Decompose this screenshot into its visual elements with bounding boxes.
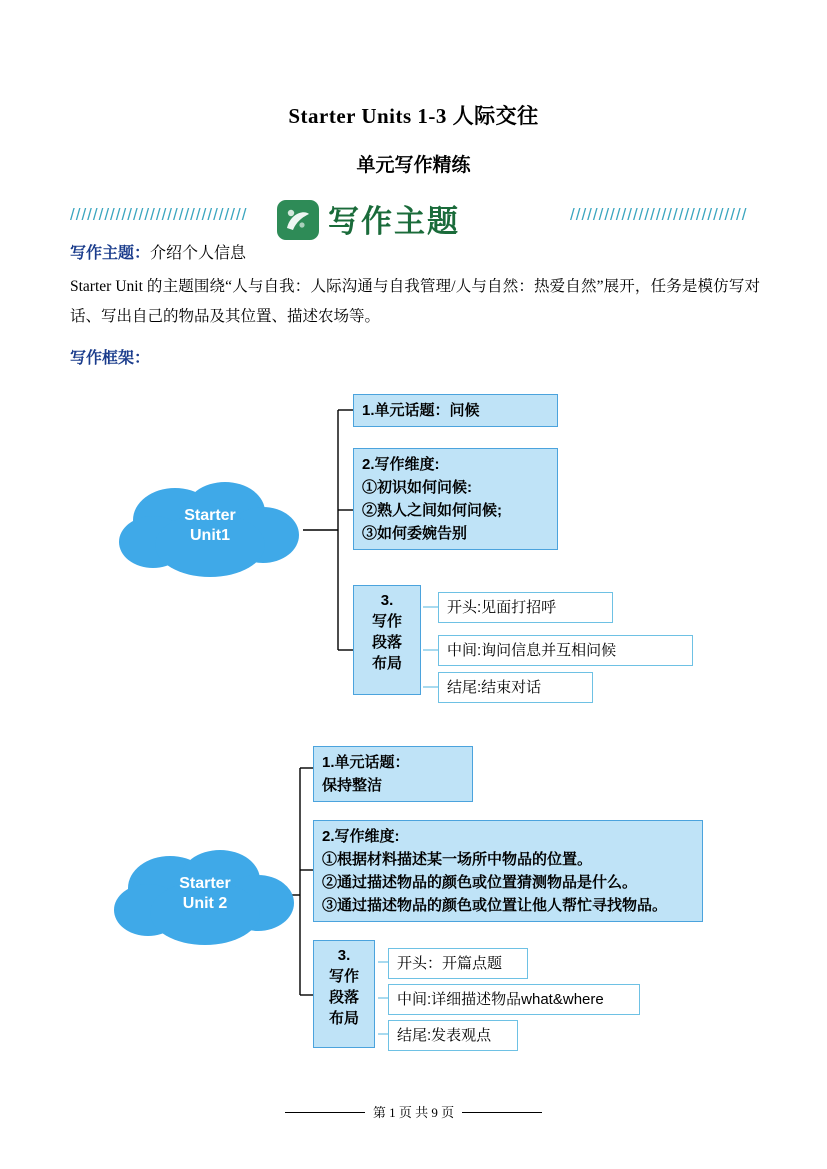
- node-unit1-layout-end: 结尾:结束对话: [438, 672, 593, 703]
- node-unit1-dimensions: [353, 448, 558, 550]
- node-unit2-layout-label: [313, 940, 375, 1048]
- page-footer: [0, 1102, 827, 1121]
- cloud-label-unit1: Starter Unit1: [184, 507, 236, 544]
- dimension-line: ①初识如何问候:: [362, 479, 472, 496]
- node-unit2-dimensions: [313, 820, 703, 922]
- mindmap-unit2: [110, 740, 750, 1060]
- node-unit2-topic: [313, 746, 473, 802]
- theme-row: [70, 240, 246, 263]
- dimension-line: 2.写作维度:: [362, 456, 440, 473]
- page-subtitle: 单元写作精练: [356, 155, 471, 176]
- node-unit2-layout-start: 开头：开篇点题: [388, 948, 528, 979]
- layout-label-line: 写作: [371, 613, 402, 630]
- banner-slash-left: ///////////////////////////////: [70, 206, 248, 224]
- layout-label-line: 3.: [380, 592, 394, 609]
- layout-label-line: 段落: [328, 989, 359, 1006]
- node-unit1-topic: 1.单元话题：问候: [353, 394, 558, 427]
- theme-value: 介绍个人信息: [150, 245, 247, 262]
- node-unit1-layout-label: [353, 585, 421, 695]
- footer-rule-right: [462, 1112, 542, 1113]
- node-unit2-layout-middle: 中间:详细描述物品what&where: [388, 984, 640, 1015]
- dimension-line: ①根据材料描述某一场所中物品的位置。: [322, 851, 593, 868]
- page-title: Starter Units 1-3 人际交往: [288, 104, 539, 128]
- layout-label-line: 布局: [328, 1010, 359, 1027]
- dimension-line: ③通过描述物品的颜色或位置让他人帮忙寻找物品。: [322, 897, 668, 914]
- cloud-unit1: [115, 480, 305, 580]
- frame-row: [70, 345, 150, 368]
- footer-rule-left: [285, 1112, 365, 1113]
- mindmap-unit1: [110, 380, 730, 700]
- dimension-line: ②熟人之间如何问候;: [362, 502, 502, 519]
- cloud-unit2: [110, 848, 300, 948]
- layout-label-line: 布局: [371, 655, 402, 672]
- green-brush-badge-icon: [275, 198, 321, 242]
- cloud-label-unit2: Starter Unit 2: [179, 875, 231, 912]
- intro-paragraph: Starter Unit 的主题围绕“人与自我：人际沟通与自我管理/人与自然：热爱自然”展开，任务是模仿写对话、写出自己的物品及其位置、描述农场等。: [70, 278, 760, 325]
- dimension-line: 2.写作维度:: [322, 828, 400, 845]
- layout-label-line: 段落: [371, 634, 402, 651]
- layout-label-line: 写作: [328, 968, 359, 985]
- theme-label: 写作主题：: [70, 245, 151, 262]
- banner-title: 写作主题: [328, 204, 460, 239]
- node-unit2-layout-end: 结尾:发表观点: [388, 1020, 518, 1051]
- layout-label-line: 3.: [337, 947, 351, 964]
- frame-label: 写作框架：: [70, 350, 151, 367]
- dimension-line: ③如何委婉告别: [362, 525, 468, 542]
- topic-line: 保持整洁: [322, 777, 383, 794]
- section-banner: [70, 198, 760, 244]
- node-unit1-layout-middle: 中间:询问信息并互相问候: [438, 635, 693, 666]
- banner-slash-right: ///////////////////////////////: [570, 206, 748, 224]
- node-unit1-layout-start: 开头:见面打招呼: [438, 592, 613, 623]
- footer-text: 第 1 页 共 9 页: [373, 1102, 454, 1121]
- topic-line: 1.单元话题：: [322, 754, 410, 771]
- dimension-line: ②通过描述物品的颜色或位置猜测物品是什么。: [322, 874, 638, 891]
